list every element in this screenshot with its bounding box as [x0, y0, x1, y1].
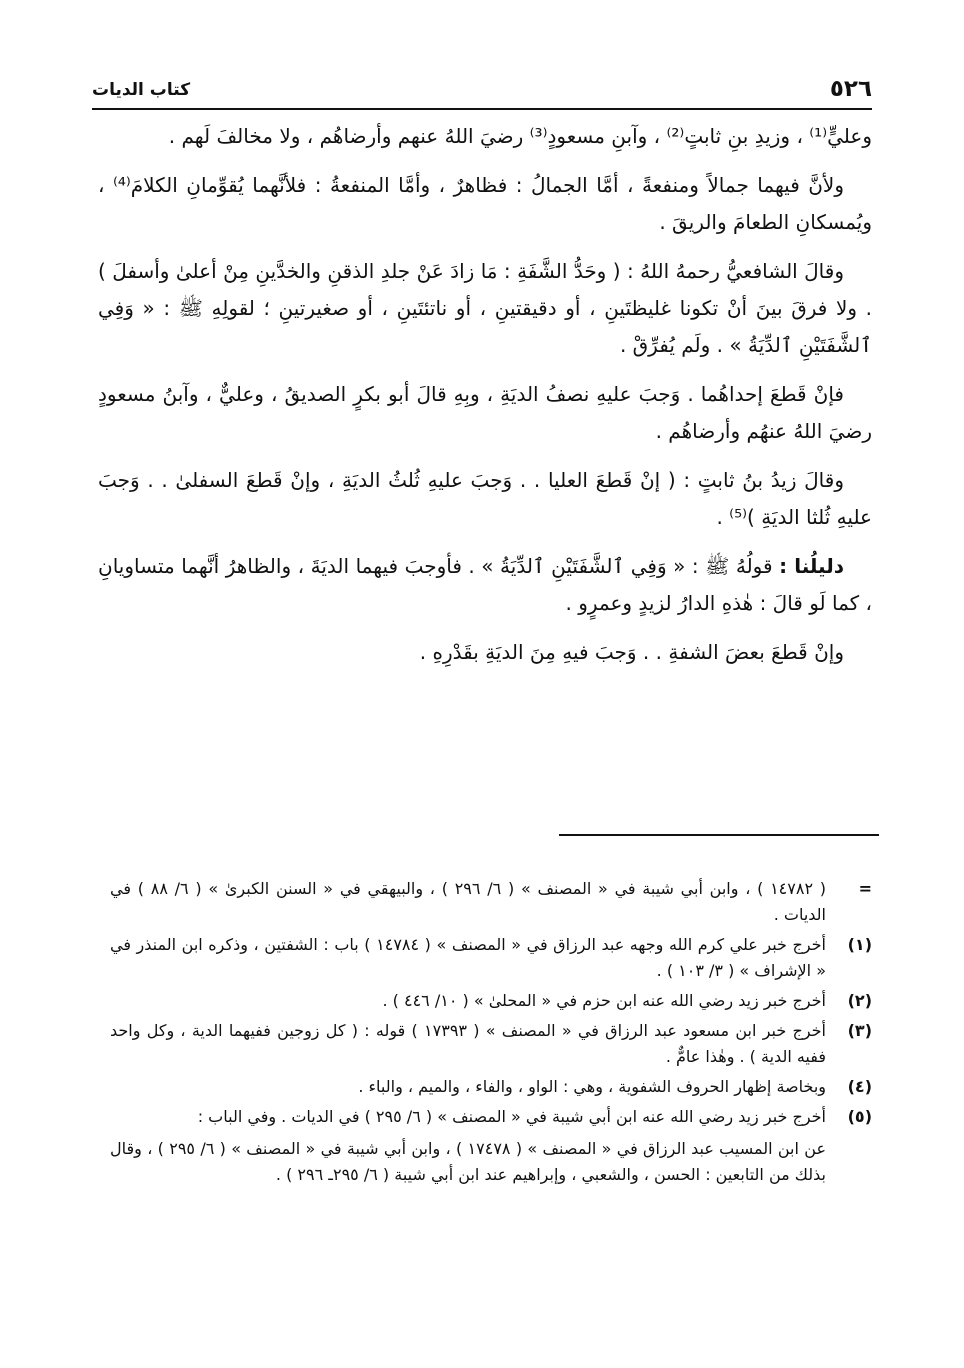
paragraph-4: فإنْ قَطعَ إحداهُما . وَجبَ عليهِ نصفُ الديَةِ ، وبِهِ قالَ أبو بكرٍ الصديقُ ، وعليٌّ ، وآبنُ مسعودٍ رضيَ اللهُ عنهُم وأرضاهُم .	[98, 382, 872, 443]
footnote-text: أخرج خبر زيد رضي الله عنه ابن حزم في « المحلىٰ » ( ١٠/ ٤٤٦ ) .	[382, 991, 826, 1010]
footnote-mark: (٥)	[847, 1107, 872, 1126]
footnote-mark: (٣)	[847, 1021, 872, 1040]
footnotes	[110, 876, 872, 1188]
paragraph-3: وقالَ الشافعيُّ رحمهُ اللهُ : ( وحَدُّ الشَّفَةِ : مَا زادَ عَنْ جلدِ الذقنِ والخدَّينِ مِنْ أعلىٰ وأسفلَ ) . ولا فرقَ بينَ أنْ تكونا غليظتَينِ ، أو دقيقتينِ ، أو ناتئتَينِ ، أو صغيرتينِ ؛ لقولِهِ ﷺ : « وَفِي ٱلشَّفَتَيْنِ ٱلدِّيَةُ » . ولَم يُفرِّقْ .	[98, 259, 872, 357]
footnote-mark: (١)	[847, 935, 872, 954]
main-text	[98, 118, 872, 683]
footnote-continuation	[110, 876, 872, 928]
paragraph-1: وعليٍّ⁽¹⁾ ، وزيدِ بنِ ثابتٍ⁽²⁾ ، وآبنِ مسعودٍ⁽³⁾ رضيَ اللهُ عنهم وأرضاهُم ، ولا مخالفَ لَهم .	[168, 124, 872, 148]
paragraph-6-text: قولُهُ ﷺ : « وَفِي ٱلشَّفَتَيْنِ ٱلدِّيَةُ » . فأوجبَ فيهما الديَةَ ، والظاهرُ أنَّهما متساويانِ ، كما لَو قالَ : هٰذهِ الدارُ لزيدٍ وعمرٍو .	[98, 554, 872, 615]
footnote-separator	[559, 834, 879, 836]
footnote-5-continuation: عن ابن المسيب عبد الرزاق في « المصنف » ( ١٧٤٧٨ ) ، وابن أبي شيبة في « المصنف » ( ٦/ ٢٩٥ ) ، وقال بذلك من التابعين : الحسن ، والشعبي ، وإبراهيم عند ابن أبي شيبة ( ٦/ ٢٩٥ـ ٢٩٦ ) .	[110, 1139, 826, 1184]
running-header	[92, 76, 872, 106]
footnote-2	[110, 988, 872, 1014]
evidence-label: دليلُنا :	[779, 554, 844, 578]
footnote-mark: (٢)	[847, 991, 872, 1010]
book-title: كتاب الديات	[92, 80, 191, 100]
footnote-mark: (٤)	[847, 1077, 872, 1096]
page-number: ٥٢٦	[829, 76, 872, 102]
footnote-text: أخرج خبر زيد رضي الله عنه ابن أبي شيبة في « المصنف » ( ٦/ ٢٩٥ ) في الديات . وفي الباب :	[197, 1107, 826, 1126]
footnote-text: وبخاصة إظهار الحروف الشفوية ، وهي : الواو ، والفاء ، والميم ، والباء .	[358, 1077, 826, 1096]
footnote-text: ( ١٤٧٨٢ ) ، وابن أبي شيبة في « المصنف » ( ٦/ ٢٩٦ ) ، والبيهقي في « السنن الكبرىٰ » ( ٦/ ٨٨ ) في الديات .	[110, 879, 827, 924]
footnote-3	[110, 1018, 872, 1070]
paragraph-7: وإنْ قَطعَ بعضَ الشفةِ . . وَجبَ فيهِ مِنَ الديَةِ بقَدْرِهِ .	[419, 640, 844, 664]
paragraph-6	[98, 548, 872, 622]
header-rule	[92, 108, 872, 110]
paragraph-5: وقالَ زيدُ بنُ ثابتٍ : ( إنْ قَطعَ العليا . . وَجبَ عليهِ ثُلثُ الديَةِ ، وإنْ قَطعَ السفلىٰ . . وَجبَ عليهِ ثُلثا الديَةِ )⁽⁵⁾ .	[98, 468, 872, 529]
paragraph-2: ولأنَّ فيهما جمالاً ومنفعةً ، أمَّا الجمالُ : فظاهرٌ ، وأمَّا المنفعةُ : فلأنَّهما يُقوِّمانِ الكلامَ⁽⁴⁾ ، ويُمسكانِ الطعامَ والريقَ .	[98, 173, 872, 234]
footnote-5	[110, 1104, 872, 1130]
footnote-4	[110, 1074, 872, 1100]
footnote-1	[110, 932, 872, 984]
footnote-text: أخرج خبر ابن مسعود عبد الرزاق في « المصنف » ( ١٧٣٩٣ ) قوله : ( كل زوجين ففيهما الدية ، وكل واحد ففيه الدية ) . وهٰذا عامٌّ .	[110, 1021, 826, 1066]
footnote-mark: =	[858, 879, 872, 898]
footnote-text: أخرج خبر علي كرم الله وجهه عبد الرزاق في « المصنف » ( ١٤٧٨٤ ) باب : الشفتين ، وذكره ابن المنذر في « الإشراف » ( ٣/ ١٠٣ ) .	[110, 935, 827, 980]
